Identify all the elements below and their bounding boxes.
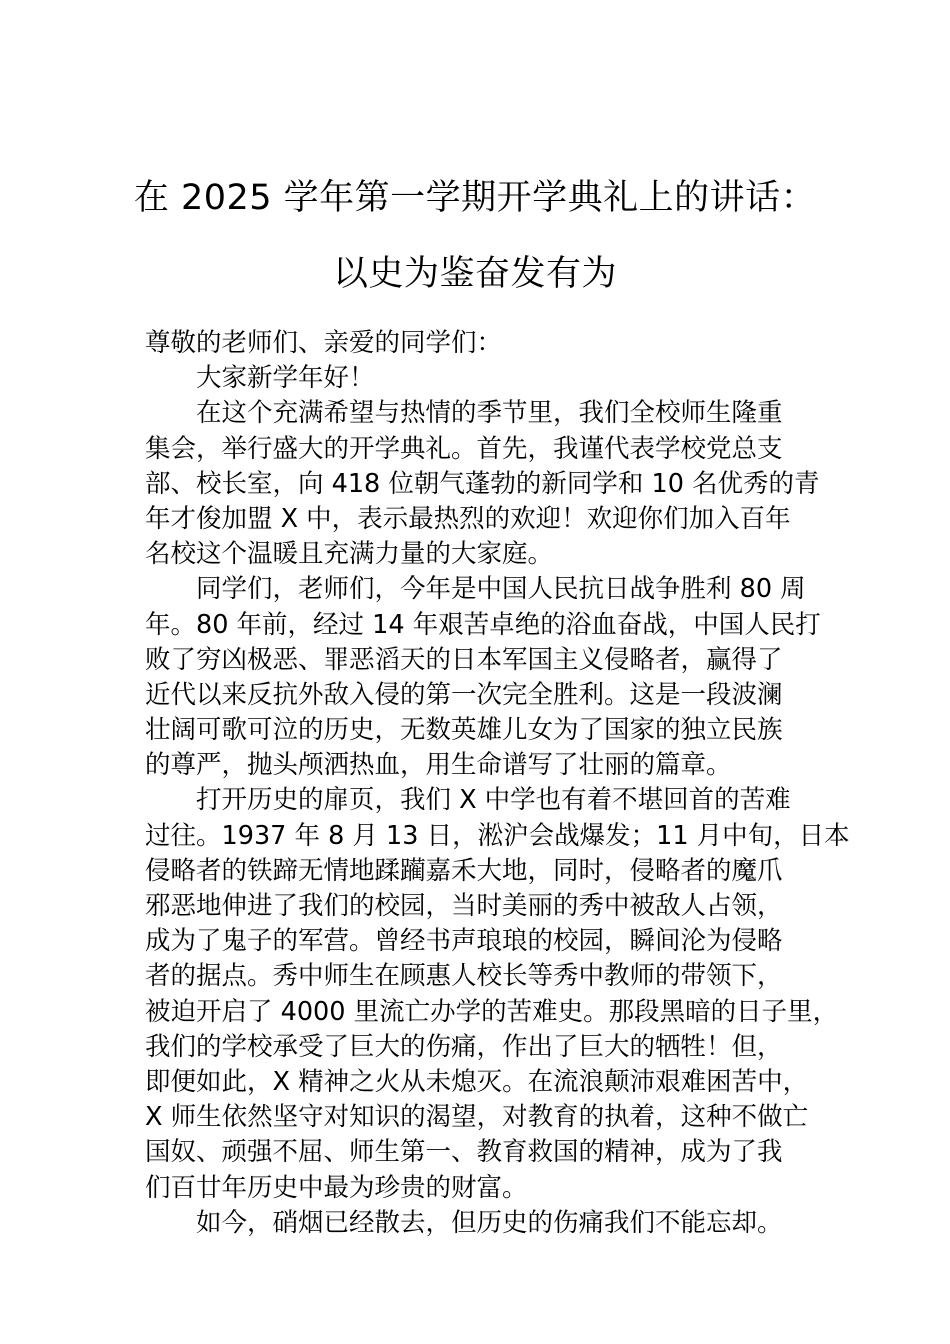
- text-line: 被迫开启了 4000 里流亡办学的苦难史。那段黑暗的日子里，: [145, 996, 839, 1027]
- text-line: 我们的学校承受了巨大的伤痛，作出了巨大的牺牲！但，: [145, 1031, 783, 1062]
- text-line: 过往。1937 年 8 月 13 日，淞沪会战爆发；11 月中旬，日本: [145, 820, 850, 851]
- text-line: 在这个充满希望与热情的季节里，我们全校师生隆重: [196, 398, 783, 429]
- text-line: 邪恶地伸进了我们的校园，当时美丽的秀中被敌人占领，: [145, 891, 783, 921]
- text-line: 们百廿年历史中最为珍贵的财富。: [145, 1172, 528, 1203]
- text-line: 部、校长室，向 418 位朝气蓬勃的新同学和 10 名优秀的青: [145, 468, 820, 499]
- text-line: 的尊严，抛头颅洒热血，用生命谱写了壮丽的篇章。: [145, 750, 732, 781]
- text-line: 壮阔可歌可泣的历史，无数英雄儿女为了国家的独立民族: [145, 715, 783, 746]
- text-line: 集会，举行盛大的开学典礼。首先，我谨代表学校党总支: [145, 433, 783, 464]
- text-line: 败了穷凶极恶、罪恶滔天的日本军国主义侵略者，赢得了: [145, 644, 783, 675]
- text-line: 者的据点。秀中师生在顾惠人校长等秀中教师的带领下，: [145, 961, 783, 992]
- title-line-1: 在 2025 学年第一学期开学典礼上的讲话：: [133, 178, 817, 218]
- title-block: [60, 160, 890, 312]
- text-line: 近代以来反抗外敌入侵的第一次完全胜利。这是一段波澜: [145, 679, 783, 710]
- text-line: 大家新学年好！: [196, 363, 375, 394]
- text-line: 名校这个温暖且充满力量的大家庭。: [145, 539, 554, 570]
- text-line: 侵略者的铁蹄无情地蹂躏嘉禾大地，同时，侵略者的魔爪: [145, 855, 783, 886]
- text-line: 年才俊加盟 X 中，表示最热烈的欢迎！欢迎你们加入百年: [145, 503, 791, 534]
- speech-body: [145, 326, 850, 1241]
- text-line: 如今，硝烟已经散去，但历史的伤痛我们不能忘却。: [196, 1207, 783, 1238]
- text-line: 年。80 年前，经过 14 年艰苦卓绝的浴血奋战，中国人民打: [145, 609, 821, 640]
- text-line: 即便如此，X 精神之火从未熄灭。在流浪颠沛艰难困苦中，: [145, 1066, 809, 1097]
- text-line: 尊敬的老师们、亲爱的同学们：: [145, 328, 503, 358]
- title-line-2: 以史为鉴奋发有为: [332, 254, 617, 294]
- text-line: 同学们，老师们，今年是中国人民抗日战争胜利 80 周: [196, 574, 806, 605]
- text-line: 国奴、顽强不屈、师生第一、教育救国的精神，成为了我: [145, 1137, 783, 1168]
- text-line: 打开历史的扉页，我们 X 中学也有着不堪回首的苦难: [196, 785, 791, 816]
- text-line: 成为了鬼子的军营。曾经书声琅琅的校园，瞬间沦为侵略: [145, 926, 783, 957]
- text-line: X 师生依然坚守对知识的渴望，对教育的执着，这种不做亡: [145, 1102, 809, 1133]
